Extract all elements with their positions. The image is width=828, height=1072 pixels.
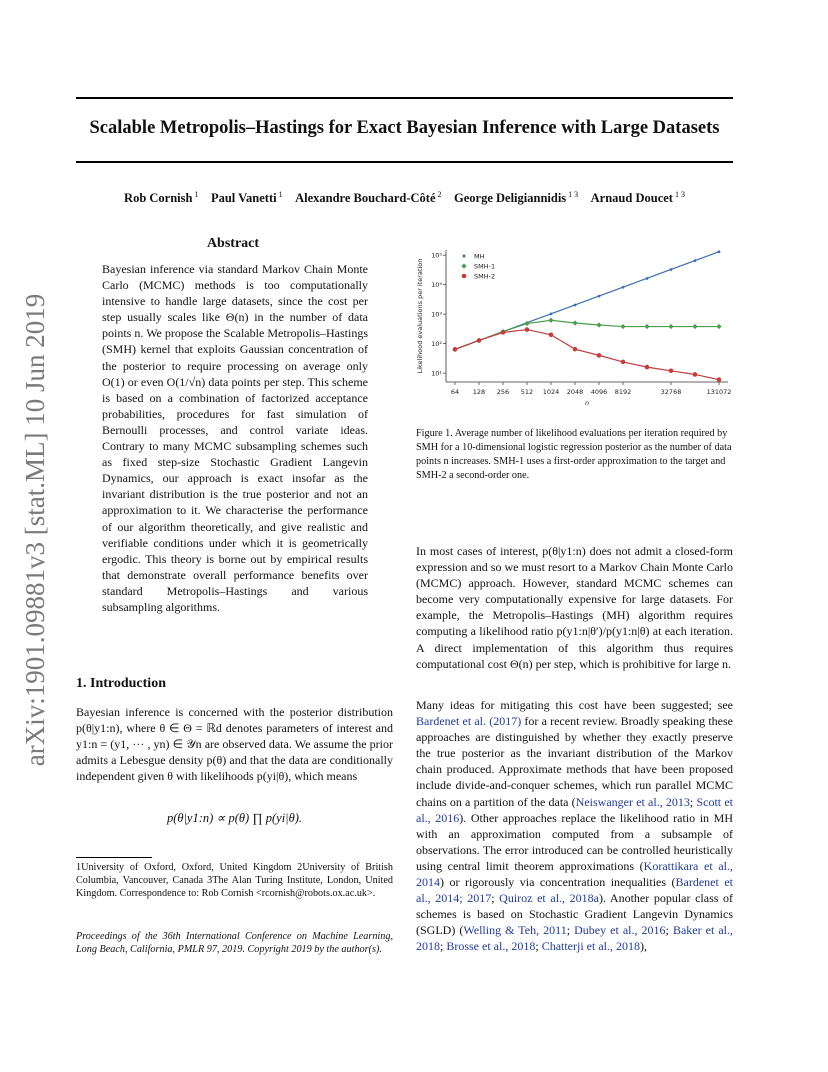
x-tick-label: 2048 [566,388,584,396]
author-name: Paul Vanetti [210,191,277,206]
intro-paragraph: Bayesian inference is concerned with the posterior distribution p(θ|y1:n), where θ ∈ Θ = ℝd denotes parameters of interest and y1:n = (y1, ··· , yn) ∈ 𝒴n are observed data. We assume the prior admits a Lebesgue density p(θ) and that the data are conditionally independent given θ with likelihoods p(yi|θ), which means [76,705,393,784]
author-affiliation: 1 3 [566,190,579,199]
data-point-smh-1 [644,324,649,329]
citation-link[interactable]: Korattikara et al., 2014 [416,858,733,890]
data-point-smh-2 [573,347,578,352]
likelihood-chart [410,244,735,414]
paragraph-text: ; [440,939,447,954]
y-tick-label: 10² [431,340,442,349]
data-point-smh-2 [597,353,602,358]
right-paragraph-2 [416,697,733,955]
author-name: Arnaud Doucet [590,191,673,206]
data-point-smh-1 [548,318,553,323]
affiliation-footnote: 1University of Oxford, Oxford, United Kingdom 2University of British Columbia, Vancouver, Canada 3The Alan Turing Institute, London, United Kingdom. Correspondence to: Rob Cornish <rcornish@robots.ox.ac.uk>. [76,862,393,899]
author-affiliation: 2 [435,190,442,199]
data-point-smh-2 [669,368,674,373]
author-affiliation: 1 3 [672,190,685,199]
data-point-smh-1 [716,324,721,329]
series-line-smh-2 [455,330,719,380]
legend-marker [463,255,466,258]
paragraph-text: ; [491,891,500,906]
x-tick-label: 131072 [706,388,732,396]
data-point-smh-2 [645,365,650,370]
x-tick-label: 256 [496,388,510,396]
author-list [76,190,733,206]
data-point-mh [646,277,649,280]
footnote-rule [76,857,152,858]
paragraph-text: ; [689,794,697,809]
paragraph-text: ), [640,939,647,954]
data-point-mh [670,268,673,271]
y-tick-label: 10¹ [431,369,442,378]
y-axis-label: Likelihood evaluations per iteration [416,258,424,374]
paragraph-text: for a recent review. Broadly speaking these approaches are distinguished by whether they exactly preserve the true posterior as the invariant distribution of the Markov chain produced. Approximate methods that have been proposed include divide-and-conquer schemes, which run parallel MCMC chains on a partition of the data ( [416,714,734,809]
data-point-mh [694,259,697,262]
legend-label: SMH-2 [474,272,496,281]
author-affiliation: 1 [192,190,199,199]
figure-caption: Figure 1. Average number of likelihood evaluations per iteration required by SMH for a 10-dimensional logistic regression posterior as the number of data points n increases. SMH-1 uses a first-order approximation to the target and SMH-2 a second-order one. [416,428,732,481]
data-point-smh-1 [692,324,697,329]
paragraph-text: ; [566,923,575,938]
data-point-mh [574,304,577,307]
data-point-mh [718,250,721,253]
citation-link[interactable]: Chatterji et al., 2018 [541,939,640,954]
x-tick-label: 4096 [590,388,608,396]
citation-link[interactable]: Welling & Teh, 2011 [463,923,567,938]
data-point-smh-2 [525,327,530,332]
citation-link[interactable]: Quiroz et al., 2018a [499,891,599,906]
author-name: Rob Cornish [124,191,193,206]
y-tick-label: 10⁵ [431,251,442,260]
data-point-smh-1 [668,324,673,329]
data-point-mh [550,312,553,315]
paragraph-text: ; [535,939,542,954]
data-point-smh-1 [596,322,601,327]
data-point-smh-1 [620,324,625,329]
posterior-equation: p(θ|y1:n) ∝ p(θ) ∏ p(yi|θ). [166,811,303,825]
citation-link[interactable]: Scott et al., 2016 [416,794,733,825]
legend-label: MH [474,252,485,261]
author-name: George Deligiannidis [454,191,567,206]
data-point-smh-2 [717,377,722,382]
abstract-text: Bayesian inference via standard Markov Chain Monte Carlo (MCMC) methods is too computationally intensive to handle large datasets, since the cost per step usually scales like Θ(n) in the number of data points n. We propose the Scalable Metropolis–Hastings (SMH) kernel that exploits Gaussian concentration of the posterior to require processing on average only O(1) or even O(1/√n) data points per step. This scheme is based on a combination of factorized acceptance probabilities, procedures for fast simulation of Bernoulli processes, and control variate ideas. Contrary to many MCMC subsampling schemes such as fixed step-size Stochastic Gradient Langevin Dynamics, our approach is exact insofar as the invariant distribution is the true posterior and not an approximation to it. We characterise the performance of our algorithm theoretically, and give realistic and verifiable conditions under which it is geometrically ergodic. This theory is borne out by empirical results that demonstrate overall performance benefits over standard Metropolis–Hastings and various subsampling algorithms. [102,262,368,614]
y-tick-label: 10⁴ [431,281,442,290]
paragraph-text: ; [665,923,673,938]
author-affiliation: 1 [276,190,283,199]
citation-link[interactable]: Bardenet et al. (2017) [416,714,522,729]
legend-marker [461,263,466,268]
proceedings-note: Proceedings of the 36th International Conference on Machine Learning, Long Beach, California, PMLR 97, 2019. Copyright 2019 by the author(s). [76,931,393,955]
legend-marker [462,274,467,279]
top-rule [76,97,733,99]
citation-link[interactable]: Baker et al., 2018 [416,923,734,954]
x-tick-label: 32768 [660,388,682,396]
data-point-mh [622,286,625,289]
right-paragraph-1: In most cases of interest, p(θ|y1:n) does not admit a closed-form expression and so we must resort to a Markov Chain Monte Carlo (MCMC) approach. However, standard MCMC schemes can become very computationally expensive for large datasets. For example, the Metropolis–Hastings (MH) algorithm requires computing a likelihood ratio p(y1:n|θ′)/p(y1:n|θ) at each iteration. A direct implementation of this algorithm thus requires computational cost Θ(n) per step, which is prohibitive for large n. [416,544,733,671]
paragraph-text: ). Other approaches replace the likelihood ratio in MH with an approximation computed from a subsample of observations. The error introduced can be controlled heuristically using central limit theorem approximations ( [416,810,733,873]
data-point-smh-2 [693,372,698,377]
x-tick-label: 64 [450,388,460,396]
arxiv-id: arXiv:1901.09881v3 [stat.ML] 10 Jun 2019 [20,293,50,767]
x-tick-label: 8192 [614,388,632,396]
paragraph-text: ). Another popular class of schemes is based on Stochastic Gradient Langevin Dynamics (SGLD) ( [416,891,734,938]
citation-link[interactable]: Neiswanger et al., 2013 [575,794,690,809]
citation-link[interactable]: Bardenet et al., 2014; 2017 [416,875,733,906]
author-name: Alexandre Bouchard-Côté [295,191,436,206]
data-point-smh-2 [453,347,458,352]
data-point-smh-1 [572,320,577,325]
data-point-smh-2 [477,338,482,343]
x-tick-label: 1024 [542,388,560,396]
x-axis-label: n [584,399,590,407]
y-tick-label: 10³ [431,310,442,319]
data-point-mh [598,295,601,298]
data-point-smh-2 [501,330,506,335]
section-heading: 1. Introduction [76,676,166,691]
paragraph-text: ) or rigorously via concentration inequalities ( [440,875,676,890]
paragraph-text: Many ideas for mitigating this cost have been suggested; see [416,698,733,712]
title-bottom-rule [76,161,733,163]
citation-link[interactable]: Brosse et al., 2018 [446,939,536,954]
x-tick-label: 512 [520,388,534,396]
data-point-smh-2 [621,360,626,365]
citation-link[interactable]: Dubey et al., 2016 [574,923,666,938]
data-point-smh-2 [549,332,554,337]
legend-label: SMH-1 [474,262,496,271]
paper-title: Scalable Metropolis–Hastings for Exact Bayesian Inference with Large Datasets [89,118,720,138]
x-tick-label: 128 [472,388,486,396]
abstract-heading: Abstract [206,236,260,251]
